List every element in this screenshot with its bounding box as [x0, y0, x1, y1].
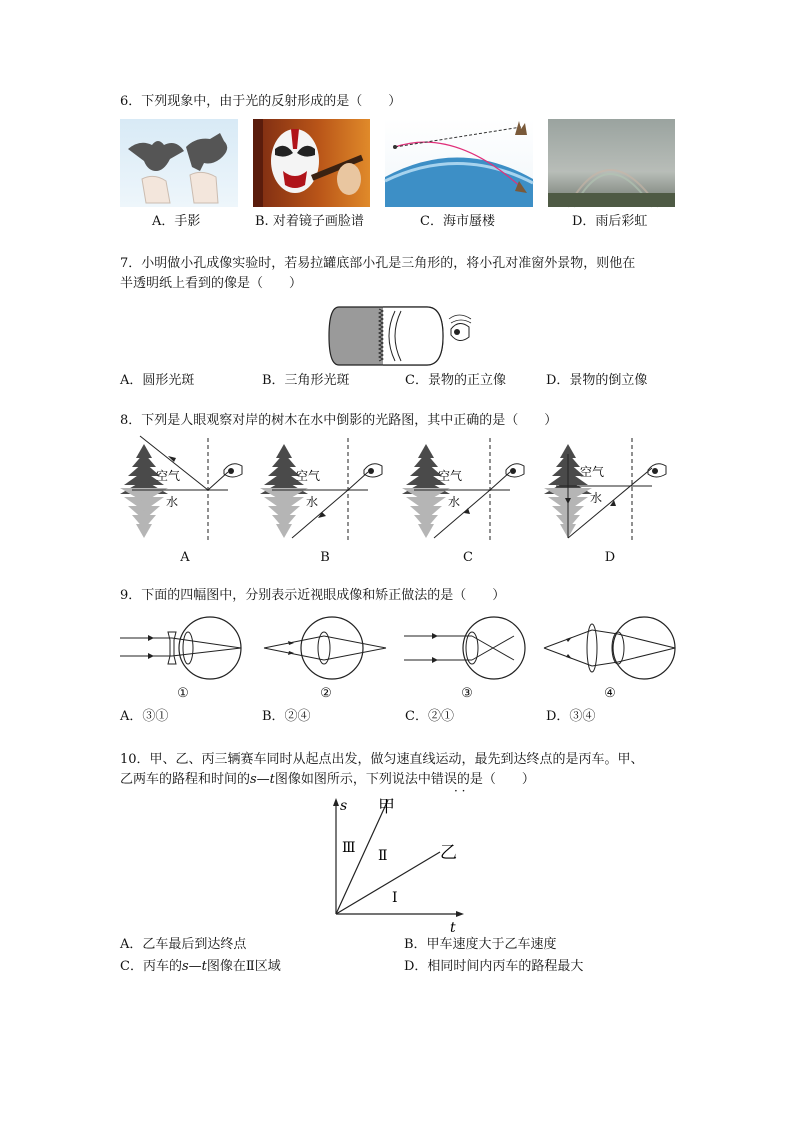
q6-image-mirage [385, 119, 533, 207]
q6-image-hand-shadow [120, 119, 238, 207]
q9-label-1: ① [177, 686, 189, 701]
mirage-drawing [385, 119, 533, 207]
q7-option-c[interactable]: C．景物的正立像 [405, 373, 506, 388]
q10-region-1-label: Ⅰ [392, 890, 398, 906]
q10-line-jia-label: 甲 [378, 797, 395, 817]
q6-option-b[interactable]: B. 对着镜子画脸谱 [255, 214, 364, 229]
q10-line-yi-label: 乙 [440, 843, 457, 863]
q7-option-a[interactable]: A．圆形光斑 [120, 373, 195, 388]
q8-diagram-a [128, 434, 248, 544]
q8-air-label: 空气 [296, 469, 321, 483]
hand-shadow-drawing [120, 119, 238, 207]
q8-water-label: 水 [590, 491, 603, 505]
q9-label-3: ③ [461, 686, 473, 701]
q9-eye-diagram-1 [118, 614, 248, 684]
q9-stem: 9．下面的四幅图中，分别表示近视眼成像和矫正做法的是（ ） [120, 588, 506, 603]
q6-option-c[interactable]: C．海市蜃楼 [420, 214, 495, 229]
q8-diagram-d [552, 434, 672, 544]
q10-stem-line2-post: 图像如图所示，下列说法中错误的是（ ） [274, 772, 535, 787]
q10-emphasis-dots: · · [454, 784, 466, 798]
q8-label-d: D [604, 550, 616, 565]
q9-eye-diagram-4 [540, 614, 680, 684]
q8-stem: 8．下列是人眼观察对岸的树木在水中倒影的光路图，其中正确的是（ ） [120, 413, 558, 428]
q10-st-graph [326, 796, 466, 936]
rainbow-drawing [548, 119, 675, 207]
q7-stem-line1: 7．小明做小孔成像实验时，若易拉罐底部小孔是三角形的，将小孔对准窗外景物，则他在 [120, 256, 636, 271]
eye-icon [224, 464, 242, 477]
q6-stem: 6．下列现象中，由于光的反射形成的是（ ） [120, 94, 402, 109]
q6-image-mirror-face-painting [253, 119, 370, 207]
q9-option-b[interactable]: B．②④ [262, 709, 311, 724]
eye-icon [364, 464, 382, 477]
eye-icon [449, 315, 471, 341]
q10-stem-line1: 10．甲、乙、丙三辆赛车同时从起点出发，做匀速直线运动，最先到达终点的是丙车。甲、 [120, 752, 644, 767]
q9-option-c[interactable]: C．②① [405, 709, 454, 724]
q8-water-label: 水 [306, 495, 319, 509]
q6-option-a[interactable]: A．手影 [152, 214, 201, 229]
q10-y-axis-label: s [340, 798, 348, 814]
q10-region-2-label: Ⅱ [378, 848, 388, 864]
q9-option-a[interactable]: A．③① [120, 709, 169, 724]
q8-air-label: 空气 [438, 469, 463, 483]
q9-eye-diagram-2 [262, 614, 392, 684]
q7-stem-line2: 半透明纸上看到的像是（ ） [120, 276, 303, 291]
q10-stem-line2-pre: 乙两车的路程和时间的 [120, 772, 251, 787]
q7-option-d[interactable]: D．景物的倒立像 [546, 373, 648, 388]
q10-option-c-pre: C．丙车的 [120, 959, 182, 974]
q10-option-c-post: 图像在Ⅱ区域 [206, 959, 281, 974]
eye-icon [506, 464, 524, 477]
q9-label-4: ④ [604, 686, 616, 701]
q8-diagram-c [410, 434, 530, 544]
q8-label-c: C [463, 550, 473, 565]
q9-option-d[interactable]: D．③④ [546, 709, 596, 724]
q9-eye-diagram-3 [402, 614, 532, 684]
q10-x-axis-label: t [450, 920, 456, 936]
q6-image-rainbow [548, 119, 675, 207]
face-painting-drawing [253, 119, 370, 207]
q8-water-label: 水 [166, 495, 179, 509]
q10-option-a[interactable]: A．乙车最后到达终点 [120, 937, 247, 952]
q8-label-b: B [320, 550, 330, 565]
q10-region-3-label: Ⅲ [342, 840, 356, 856]
q8-air-label: 空气 [580, 465, 605, 479]
q10-option-c-variable: s—t [181, 959, 207, 974]
q8-label-a: A [180, 550, 190, 565]
q8-air-label: 空气 [156, 469, 181, 483]
q8-water-label: 水 [448, 495, 461, 509]
q10-option-c[interactable] [120, 959, 281, 975]
q10-option-b[interactable]: B．甲车速度大于乙车速度 [404, 937, 557, 952]
eye-icon [648, 464, 666, 477]
q9-label-2: ② [320, 686, 332, 701]
q6-option-d[interactable]: D．雨后彩虹 [572, 214, 648, 229]
q8-diagram-b [268, 434, 388, 544]
q7-pinhole-can-diagram [325, 305, 475, 367]
q7-option-b[interactable]: B．三角形光斑 [262, 373, 350, 388]
q10-stem-line2 [120, 772, 535, 788]
q10-option-d[interactable]: D．相同时间内丙车的路程最大 [404, 959, 584, 974]
q10-stem-variable: s—t [250, 772, 275, 787]
